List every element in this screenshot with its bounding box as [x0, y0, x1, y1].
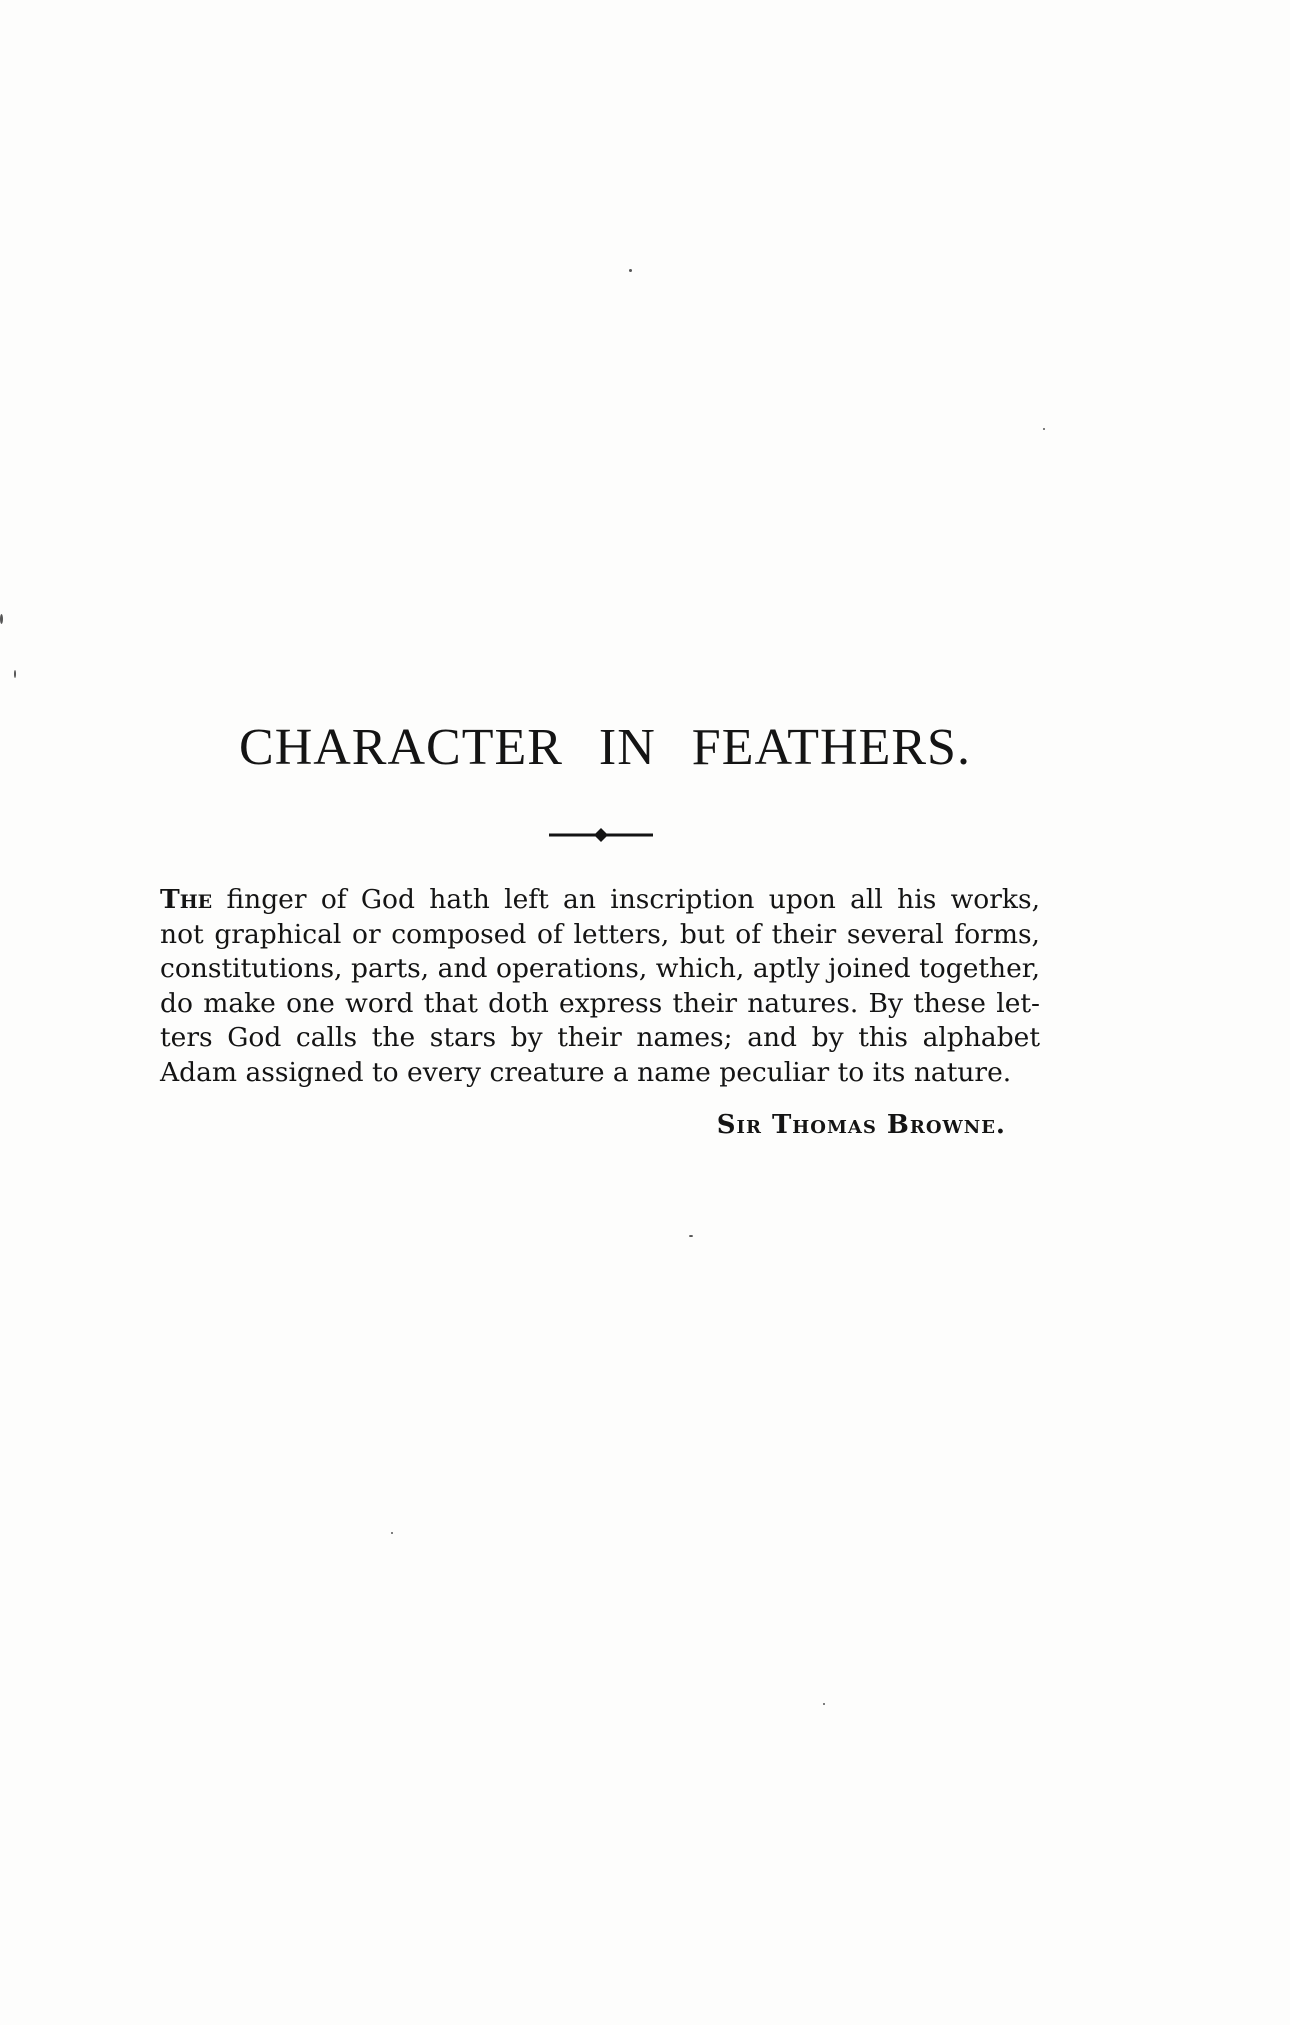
scan-speck: [1043, 428, 1045, 430]
scan-speck: [689, 1235, 693, 1237]
quote-line: constitutions, parts, and operations, which, aptly joined together,: [160, 953, 1040, 985]
chapter-heading: CHARACTER IN FEATHERS.: [239, 719, 971, 776]
quote-line: not graphical or composed of letters, but of their several forms,: [160, 918, 1040, 950]
quote-line: Adam assigned to every creature a name peculiar to its nature.: [160, 1056, 1012, 1088]
scan-speck: [629, 269, 632, 272]
quote-line-text: finger of God hath left an inscription upon all his works,: [212, 884, 1040, 915]
scan-speck: [14, 670, 16, 678]
scan-speck: [823, 1703, 825, 1705]
quote-lead-word: The: [160, 884, 213, 915]
quote-line: ters God calls the stars by their names; and by this alphabet: [160, 1022, 1040, 1054]
scan-speck: [391, 1532, 393, 1534]
quote-line: [160, 883, 1040, 918]
quote-line: do make one word that doth express their natures. By these let-: [160, 987, 1040, 1019]
epigraph-quote: [160, 883, 1040, 1091]
quote-attribution: Sir Thomas Browne.: [716, 1110, 1006, 1140]
scan-speck: [0, 614, 3, 624]
ornament-rule-icon: [549, 827, 653, 843]
